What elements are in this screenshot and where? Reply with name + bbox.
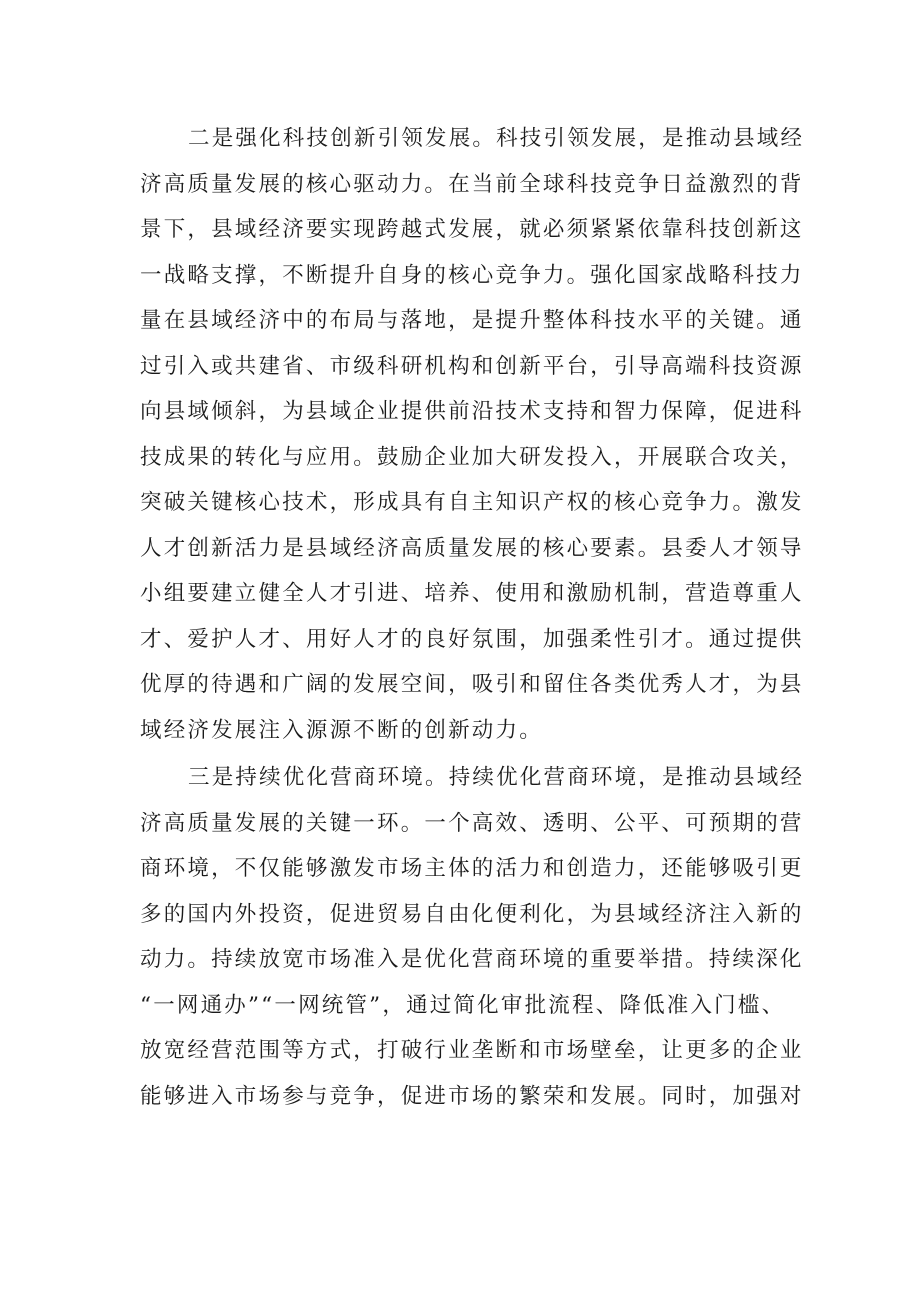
paragraph-line: 景下，县域经济要实现跨越式发展，就必须紧紧依靠科技创新这 xyxy=(140,217,804,242)
paragraph-line: 小组要建立健全人才引进、培养、使用和激励机制，营造尊重人 xyxy=(140,581,804,606)
paragraph-line: 人才创新活力是县域经济高质量发展的核心要素。县委人才领导 xyxy=(140,535,804,561)
paragraph-line: 过引入或共建省、市级科研机构和创新平台，引导高端科技资源 xyxy=(140,353,804,379)
body-text xyxy=(140,116,805,1119)
paragraph-line: 动力。持续放宽市场准入是优化营商环境的重要举措。持续深化 xyxy=(140,947,804,972)
paragraph-line: 能够进入市场参与竞争，促进市场的繁荣和发展。同时，加强对 xyxy=(140,1083,804,1109)
paragraph-line: 多的国内外投资，促进贸易自由化便利化，为县域经济注入新的 xyxy=(140,901,804,927)
paragraph-line: 优厚的待遇和广阔的发展空间，吸引和留住各类优秀人才，为县 xyxy=(140,672,804,697)
paragraph-line: 济高质量发展的核心驱动力。在当前全球科技竞争日益激烈的背 xyxy=(140,171,804,197)
paragraph-line: 量在县域经济中的布局与落地，是提升整体科技水平的关键。通 xyxy=(140,308,804,333)
paragraph-line: 二是强化科技创新引领发展。科技引领发展，是推动县域经 xyxy=(188,126,805,151)
paragraph-line: 商环境，不仅能够激发市场主体的活力和创造力，还能够吸引更 xyxy=(140,856,804,881)
paragraph-line: 突破关键核心技术，形成具有自主知识产权的核心竞争力。激发 xyxy=(140,490,804,515)
paragraph-line: 才、爱护人才、用好人才的良好氛围，加强柔性引才。通过提供 xyxy=(140,626,804,652)
paragraph-science-innovation xyxy=(140,116,805,753)
paragraph-line: 三是持续优化营商环境。持续优化营商环境，是推动县域经 xyxy=(188,765,805,790)
paragraph-line: 技成果的转化与应用。鼓励企业加大研发投入，开展联合攻关， xyxy=(140,444,804,470)
paragraph-line: 域经济发展注入源源不断的创新动力。 xyxy=(140,717,543,743)
paragraph-line: 放宽经营范围等方式，打破行业垄断和市场壁垒，让更多的企业 xyxy=(140,1038,804,1063)
paragraph-line: “一网通办”“一网统管”，通过简化审批流程、降低准入门槛、 xyxy=(140,992,786,1018)
paragraph-line: 济高质量发展的关键一环。一个高效、透明、公平、可预期的营 xyxy=(140,810,804,836)
paragraph-business-environment xyxy=(140,755,805,1119)
paragraph-line: 一战略支撑，不断提升自身的核心竞争力。强化国家战略科技力 xyxy=(140,262,804,288)
paragraph-line: 向县域倾斜，为县域企业提供前沿技术支持和智力保障，促进科 xyxy=(140,399,804,424)
